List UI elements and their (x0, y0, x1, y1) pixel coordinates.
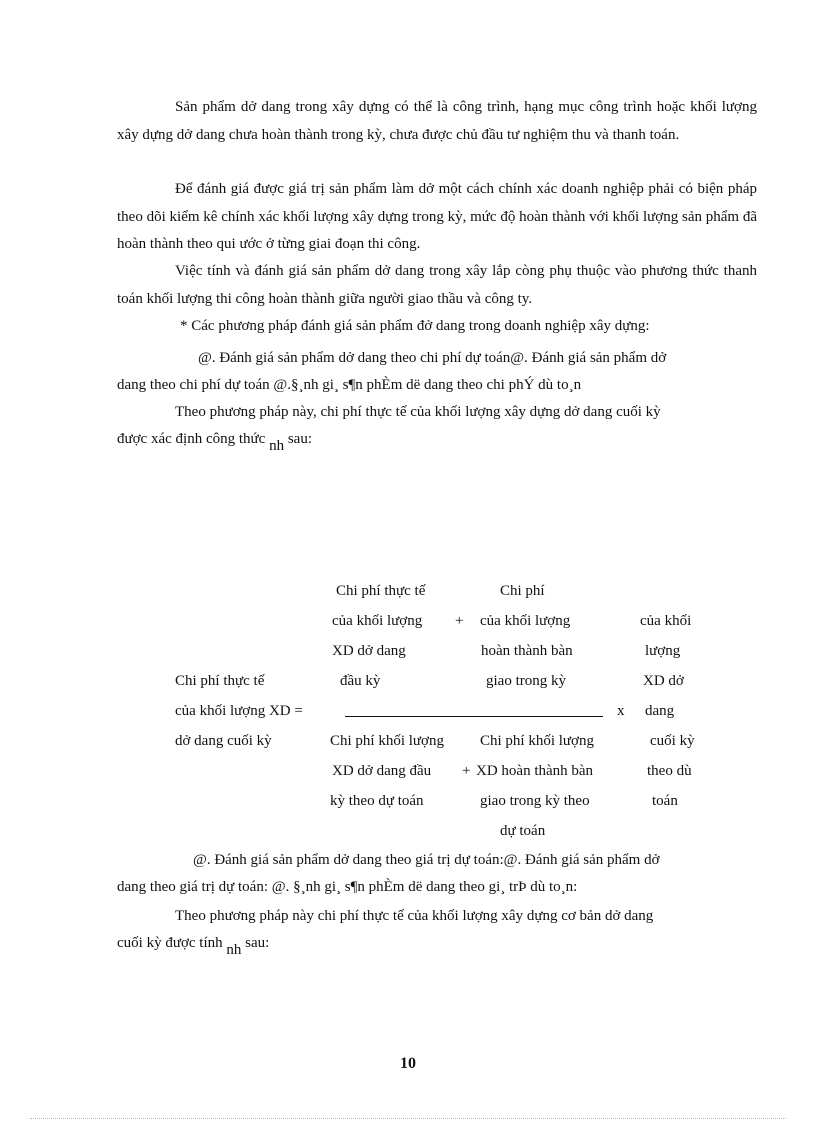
lhs-line-2: của khối lượng XD = (175, 703, 303, 719)
den-col2-line-2: XD hoàn thành bàn (476, 763, 594, 779)
method-2-desc-line-1: Theo phương pháp này chi phí thực tế của khối lượng xây dựng cơ bản dở dang (175, 908, 654, 924)
rhs-line-6: theo dù (647, 763, 692, 779)
num-col1-line-3: XD dở dang (332, 643, 406, 659)
plus-sign-denominator: + (462, 763, 471, 779)
lhs-line-3: dở dang cuối kỳ (175, 733, 272, 749)
times-sign: x (617, 703, 625, 719)
den-col1-line-2: XD dở dang đầu (332, 763, 432, 779)
desc-text: được xác định công thức (117, 431, 266, 447)
num-col2-line-3: hoàn thành bàn (481, 643, 573, 659)
desc-sub: nh (269, 438, 285, 454)
den-col1-line-3: kỳ theo dự toán (330, 793, 424, 809)
num-col1-line-2: của khối lượng (332, 613, 423, 629)
fraction-bar (345, 716, 603, 717)
den-col2-line-4: dự toán (500, 823, 546, 839)
desc2-end: sau: (245, 935, 270, 951)
plus-sign-numerator: + (455, 613, 464, 629)
desc2-text: cuối kỳ được tính (117, 935, 223, 951)
method-2-line-1: @. Đánh giá sản phẩm dở dang theo giá trị dự toán:@. Đánh giá sản phẩm dở (193, 852, 660, 868)
rhs-line-5: cuối kỳ (650, 733, 695, 749)
method-1-line-1: @. Đánh giá sản phẩm dở dang theo chi phí dự toán@. Đánh giá sản phẩm dở (198, 350, 667, 366)
den-col2-line-3: giao trong kỳ theo (480, 793, 590, 809)
paragraph-1: Sản phẩm dở dang trong xây dựng có thể là công trình, hạng mục công trình hoặc khối lượng xây dựng dở dang chưa hoàn thành trong kỳ, chưa được chủ đầu tư nghiệm thu và thanh toán. (117, 99, 757, 143)
rhs-line-3: XD dở (643, 673, 684, 689)
rhs-line-2: lượng (645, 643, 681, 659)
den-col1-line-1: Chi phí khối lượng (330, 733, 444, 749)
rhs-line-4: dang (645, 703, 675, 719)
method-2-desc-line-2 (117, 935, 270, 958)
page-number: 10 (400, 1055, 416, 1072)
rhs-line-7: toán (652, 793, 678, 809)
methods-heading: * Các phương pháp đánh giá sản phẩm đở dang trong doanh nghiệp xây dựng: (180, 318, 650, 334)
method-1-desc-line-1: Theo phương pháp này, chi phí thực tế của khối lượng xây dựng dở dang cuối kỳ (175, 404, 661, 420)
rhs-line-1: của khối (640, 613, 692, 629)
method-2-line-2: dang theo giá trị dự toán: @. §¸nh gi¸ s¶n phÈm dë dang theo gi¸ trÞ dù to¸n: (117, 879, 578, 895)
num-col2-line-4: giao trong kỳ (486, 673, 566, 689)
paragraph-2: Để đánh giá được giá trị sản phẩm làm dở một cách chính xác doanh nghiệp phải có biện pháp theo dõi kiểm kê chính xác khối lượng xây dựng trong kỳ, mức độ hoàn thành với khối lượng sản phẩm đã hoàn thành theo qui ước ở từng giai đoạn thi công. (117, 181, 757, 252)
num-col1-line-1: Chi phí thực tế (336, 583, 426, 599)
desc2-sub: nh (226, 942, 242, 958)
paragraph-3: Việc tính và đánh giá sản phẩm dở dang trong xây lắp còng phụ thuộc vào phương thức thanh toán khối lượng thi công hoàn thành giữa người giao thầu và công ty. (117, 263, 757, 307)
num-col1-line-4: đầu kỳ (340, 673, 381, 689)
lhs-line-1: Chi phí thực tế (175, 673, 265, 689)
page-bottom-divider (30, 1118, 786, 1119)
num-col2-line-2: của khối lượng (480, 613, 571, 629)
den-col2-line-1: Chi phí khối lượng (480, 733, 594, 749)
method-1-desc-line-2 (117, 431, 312, 454)
method-1-line-2: dang theo chi phí dự toán @.§¸nh gi¸ s¶n phÈm dë dang theo chi phÝ dù to¸n (117, 377, 582, 393)
num-col2-line-1: Chi phí (500, 583, 545, 599)
desc-end: sau: (287, 431, 312, 447)
